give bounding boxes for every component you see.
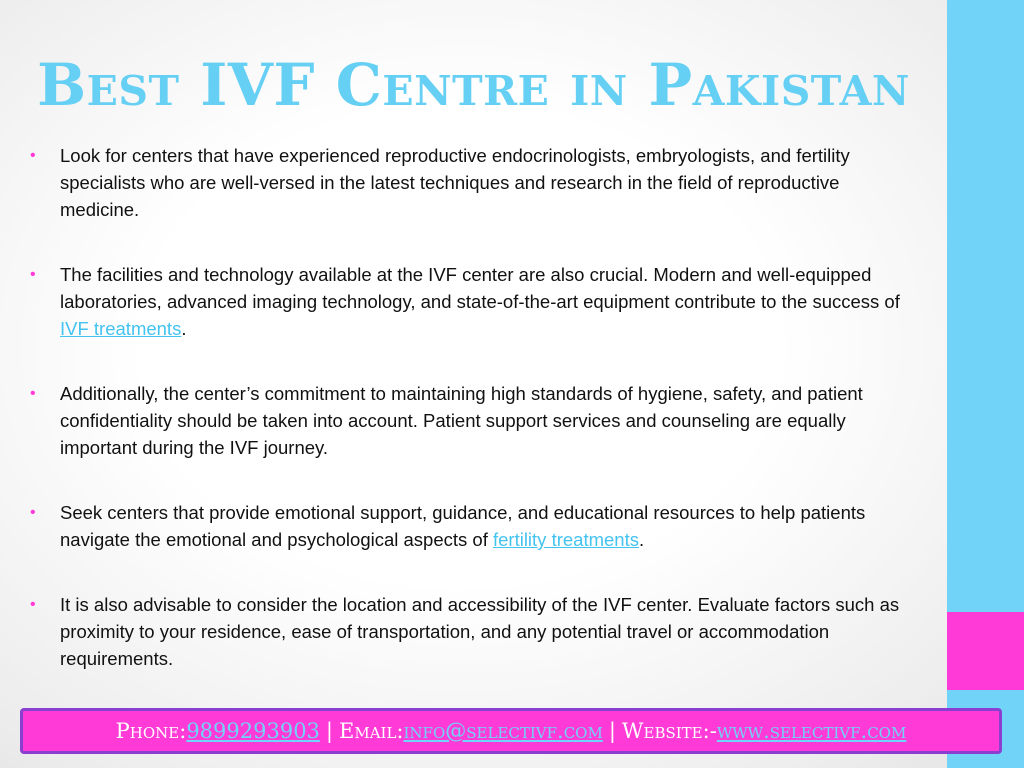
bullet-text: Look for centers that have experienced reproductive endocrinologists, embryologists, and fertility specialists who are well-versed in the latest techniques and research in the field of reproductive medicine. — [60, 145, 850, 220]
bullet-text: The facilities and technology available at the IVF center are also crucial. Modern and well-equipped laboratories, advanced imaging technology, and state-of-the-art equipment contribute to the success of — [60, 264, 900, 312]
footer-separator: | — [325, 719, 333, 743]
bullet-icon: • — [30, 147, 36, 164]
bullet-list — [30, 142, 920, 672]
website-label: Website:- — [621, 719, 717, 743]
email-link[interactable]: info@selectivf.com — [403, 719, 603, 743]
bullet-item-5 — [30, 591, 920, 672]
bullet-item-3 — [30, 380, 920, 461]
bullet-text: Additionally, the center’s commitment to maintaining high standards of hygiene, safety, and patient confidentiality should be taken into account. Patient support services and counseling are equally important during the IVF journey. — [60, 383, 863, 458]
ivf-treatments-link[interactable]: IVF treatments — [60, 318, 182, 339]
bullet-text: Seek centers that provide emotional support, guidance, and educational resources to help patients navigate the emotional and psychological aspects of — [60, 502, 866, 550]
bullet-item-4 — [30, 499, 920, 553]
slide-title: Best IVF Centre in Pakistan — [37, 51, 910, 119]
bullet-icon: • — [30, 596, 36, 613]
bullet-icon: • — [30, 385, 36, 402]
side-band-blue-top — [947, 0, 1024, 612]
bullet-icon: • — [30, 266, 36, 283]
bullet-text: It is also advisable to consider the location and accessibility of the IVF center. Evaluate factors such as proximity to your residence, ease of transportation, and any potential travel or accommodation requirements. — [60, 594, 900, 669]
bullet-icon: • — [30, 504, 36, 521]
bullet-item-2 — [30, 261, 920, 342]
bullet-text-end: . — [638, 529, 645, 550]
phone-label: Phone: — [115, 719, 187, 743]
email-label: Email: — [339, 719, 404, 743]
side-band-pink — [947, 612, 1024, 690]
bullet-item-1 — [30, 142, 920, 223]
bullet-text-end: . — [181, 318, 187, 339]
fertility-treatments-link[interactable]: fertility treatments — [492, 529, 639, 550]
contact-footer — [20, 708, 1002, 754]
footer-separator: | — [608, 719, 616, 743]
phone-link[interactable]: 9899293903 — [186, 719, 320, 743]
website-link[interactable]: www.selectivf.com — [716, 719, 907, 743]
